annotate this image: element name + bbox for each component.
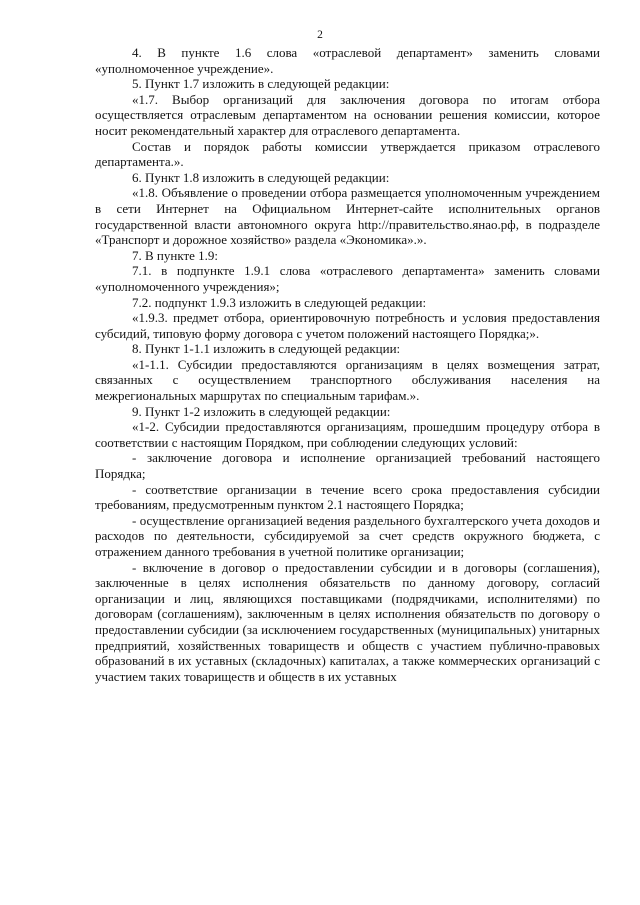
- paragraph-item-7-2: 7.2. подпункт 1.9.3 изложить в следующей редакции:: [132, 294, 427, 310]
- paragraph-item-7-1: 7.1. в подпункте 1.9.1 слова «отраслевого департамента» заменить словами «уполномоченного учреждения»;: [95, 263, 600, 294]
- paragraph-item-7: 7. В пункте 1.9:: [132, 247, 219, 263]
- paragraph-quote-1-7: «1.7. Выбор организаций для заключения договора по итогам отбора осуществляется отраслевым департаментом на основании решения комиссии, которое носит рекомендательный характер для отраслевого департамента.: [95, 91, 600, 138]
- paragraph-quote-1-1-1: «1-1.1. Субсидии предоставляются организациям в целях возмещения затрат, связанных с осуществлением транспортного обслуживания населения на межрегиональных маршрутах по специальным тарифам.».: [95, 356, 600, 404]
- document-body: [95, 45, 600, 684]
- paragraph-item-5: 5. Пункт 1.7 изложить в следующей редакции:: [132, 76, 390, 92]
- paragraph-quote-1-8: «1.8. Объявление о проведении отбора размещается уполномоченным учреждением в сети Интернет на Официальном Интернет-сайте исполнительных органов государственной власти автономного округа http://правительство.янао.рф, в подразделе «Транспорт и дорожное хозяйство» раздела «Экономика».».: [95, 185, 600, 248]
- paragraph-condition-1: - заключение договора и исполнение организацией требований настоящего Порядка;: [95, 450, 600, 482]
- paragraph-condition-2: - соответствие организации в течение всего срока предоставления субсидии требованиям, предусмотренным пунктом 2.1 настоящего Порядка;: [95, 481, 600, 513]
- paragraph-quote-1-2: «1-2. Субсидии предоставляются организациям, прошедшим процедуру отбора в соответствии с настоящим Порядком, при соблюдении следующих условий:: [95, 419, 600, 450]
- paragraph-condition-3: - осуществление организацией ведения раздельного бухгалтерского учета доходов и расходов по деятельности, субсидируемой за счет средств окружного бюджета, с отражением данного требования в учетной политике организации;: [95, 512, 600, 559]
- paragraph-item-4: 4. В пункте 1.6 слова «отраслевой департамент» заменить словами «уполномоченное учреждение».: [95, 45, 600, 76]
- paragraph-item-8: 8. Пункт 1-1.1 изложить в следующей редакции:: [132, 341, 401, 357]
- paragraph-commission: Состав и порядок работы комиссии утверждается приказом отраслевого департамента.».: [95, 138, 600, 170]
- paragraph-item-6: 6. Пункт 1.8 изложить в следующей редакции:: [132, 169, 390, 185]
- paragraph-quote-1-9-3: «1.9.3. предмет отбора, ориентировочную потребность и условия предоставления субсидий, типовую форму договора с учетом положений настоящего Порядка;».: [95, 310, 600, 341]
- page-number: 2: [317, 29, 323, 41]
- paragraph-condition-4: - включение в договор о предоставлении субсидии и в договоры (соглашения), заключенные в целях исполнения обязательств по данному договору, согласий организации и лиц, являющихся поставщиками (подрядчиками, исполнителями) по договорам (соглашениям), заключенным в целях исполнения обязательств по договору о предоставлении субсидии (за исключением государственных (муниципальных) унитарных предприятий, хозяйственных товариществ и обществ с участием публично-правовых образований в их уставных (складочных) капиталах, а также коммерческих организаций с участием таких товариществ и обществ в их уставных: [95, 559, 600, 684]
- paragraph-item-9: 9. Пункт 1-2 изложить в следующей редакции:: [132, 403, 391, 419]
